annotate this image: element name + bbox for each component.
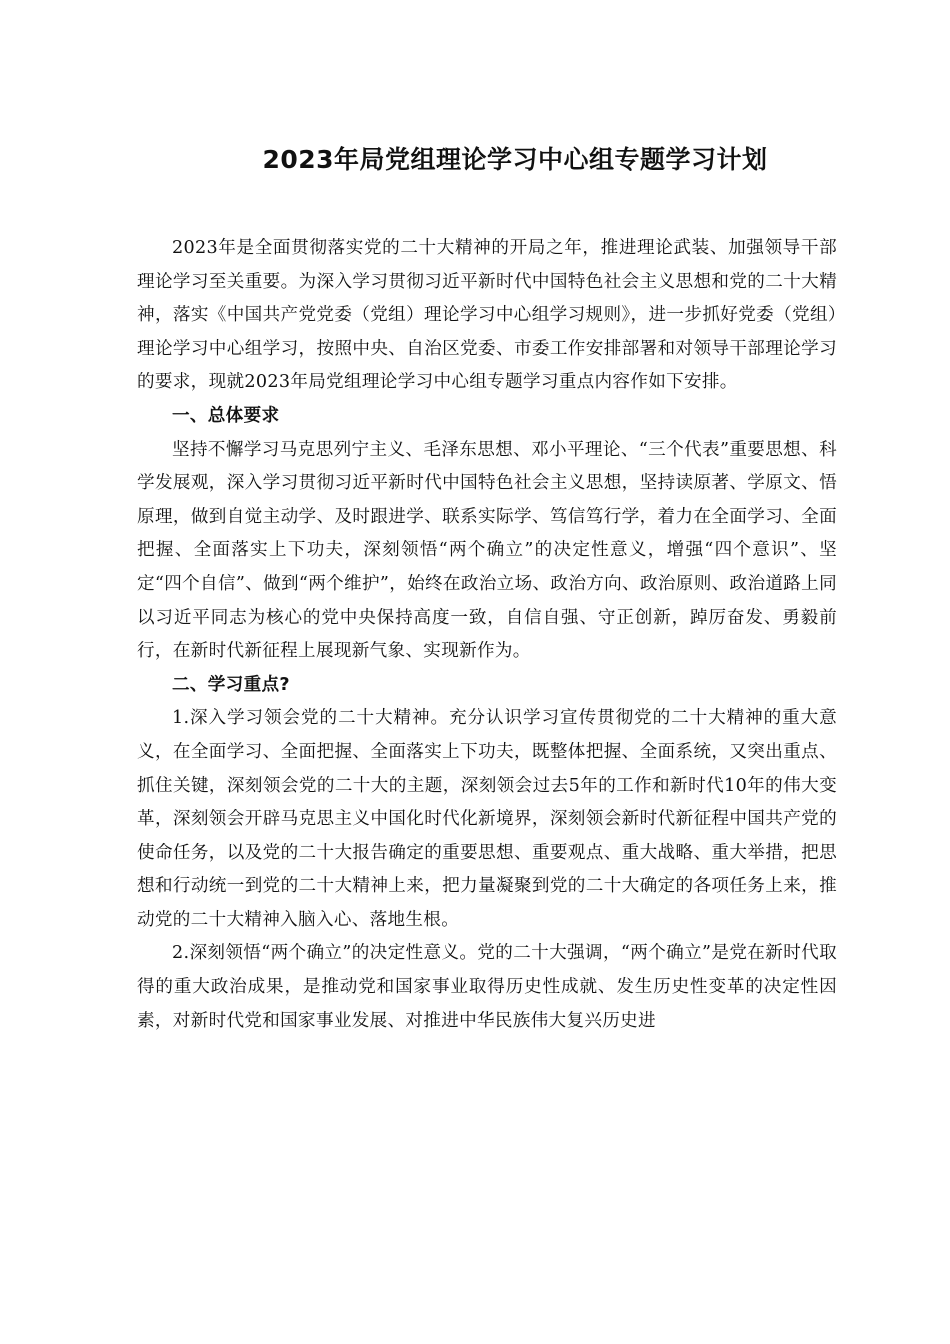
section-heading-general-requirements: 一、总体要求 — [172, 405, 280, 426]
document-body — [137, 232, 837, 1038]
study-focus-item-2: 2.深刻领悟“两个确立”的决定性意义。党的二十大强调，“两个确立”是党在新时代取得的重大政治成果，是推动党和国家事业取得历史性成就、发生历史性变革的决定性因素，对新时代党和国家事业发展、对推进中华民族伟大复兴历史进 — [137, 943, 837, 1031]
study-focus-item-1: 1.深入学习领会党的二十大精神。充分认识学习宣传贯彻党的二十大精神的重大意义，在全面学习、全面把握、全面落实上下功夫，既整体把握、全面系统，又突出重点、抓住关键，深刻领会党的二十大的主题，深刻领会过去5年的工作和新时代10年的伟大变革，深刻领会开辟马克思主义中国化时代化新境界，深刻领会新时代新征程中国共产党的使命任务，以及党的二十大报告确定的重要思想、重要观点、重大战略、重大举措，把思想和行动统一到党的二十大精神上来，把力量凝聚到党的二十大确定的各项任务上来，推动党的二十大精神入脑入心、落地生根。 — [137, 708, 837, 930]
intro-paragraph: 2023年是全面贯彻落实党的二十大精神的开局之年，推进理论武装、加强领导干部理论学习至关重要。为深入学习贯彻习近平新时代中国特色社会主义思想和党的二十大精神，落实《中国共产党党委（党组）理论学习中心组学习规则》，进一步抓好党委（党组）理论学习中心组学习，按照中央、自治区党委、市委工作安排部署和对领导干部理论学习的要求，现就2023年局党组理论学习中心组专题学习重点内容作如下安排。 — [137, 238, 837, 393]
general-requirements-paragraph: 坚持不懈学习马克思列宁主义、毛泽东思想、邓小平理论、“三个代表”重要思想、科学发展观，深入学习贯彻习近平新时代中国特色社会主义思想，坚持读原著、学原文、悟原理，做到自觉主动学、及时跟进学、联系实际学、笃信笃行学，着力在全面学习、全面把握、全面落实上下功夫，深刻领悟“两个确立”的决定性意义，增强“四个意识”、坚定“四个自信”、做到“两个维护”，始终在政治立场、政治方向、政治原则、政治道路上同以习近平同志为核心的党中央保持高度一致，自信自强、守正创新，踔厉奋发、勇毅前行，在新时代新征程上展现新气象、实现新作为。 — [137, 439, 837, 662]
section-heading-study-focus: 二、学习重点? — [172, 674, 290, 695]
document-title: 2023年局党组理论学习中心组专题学习计划 — [262, 145, 768, 174]
